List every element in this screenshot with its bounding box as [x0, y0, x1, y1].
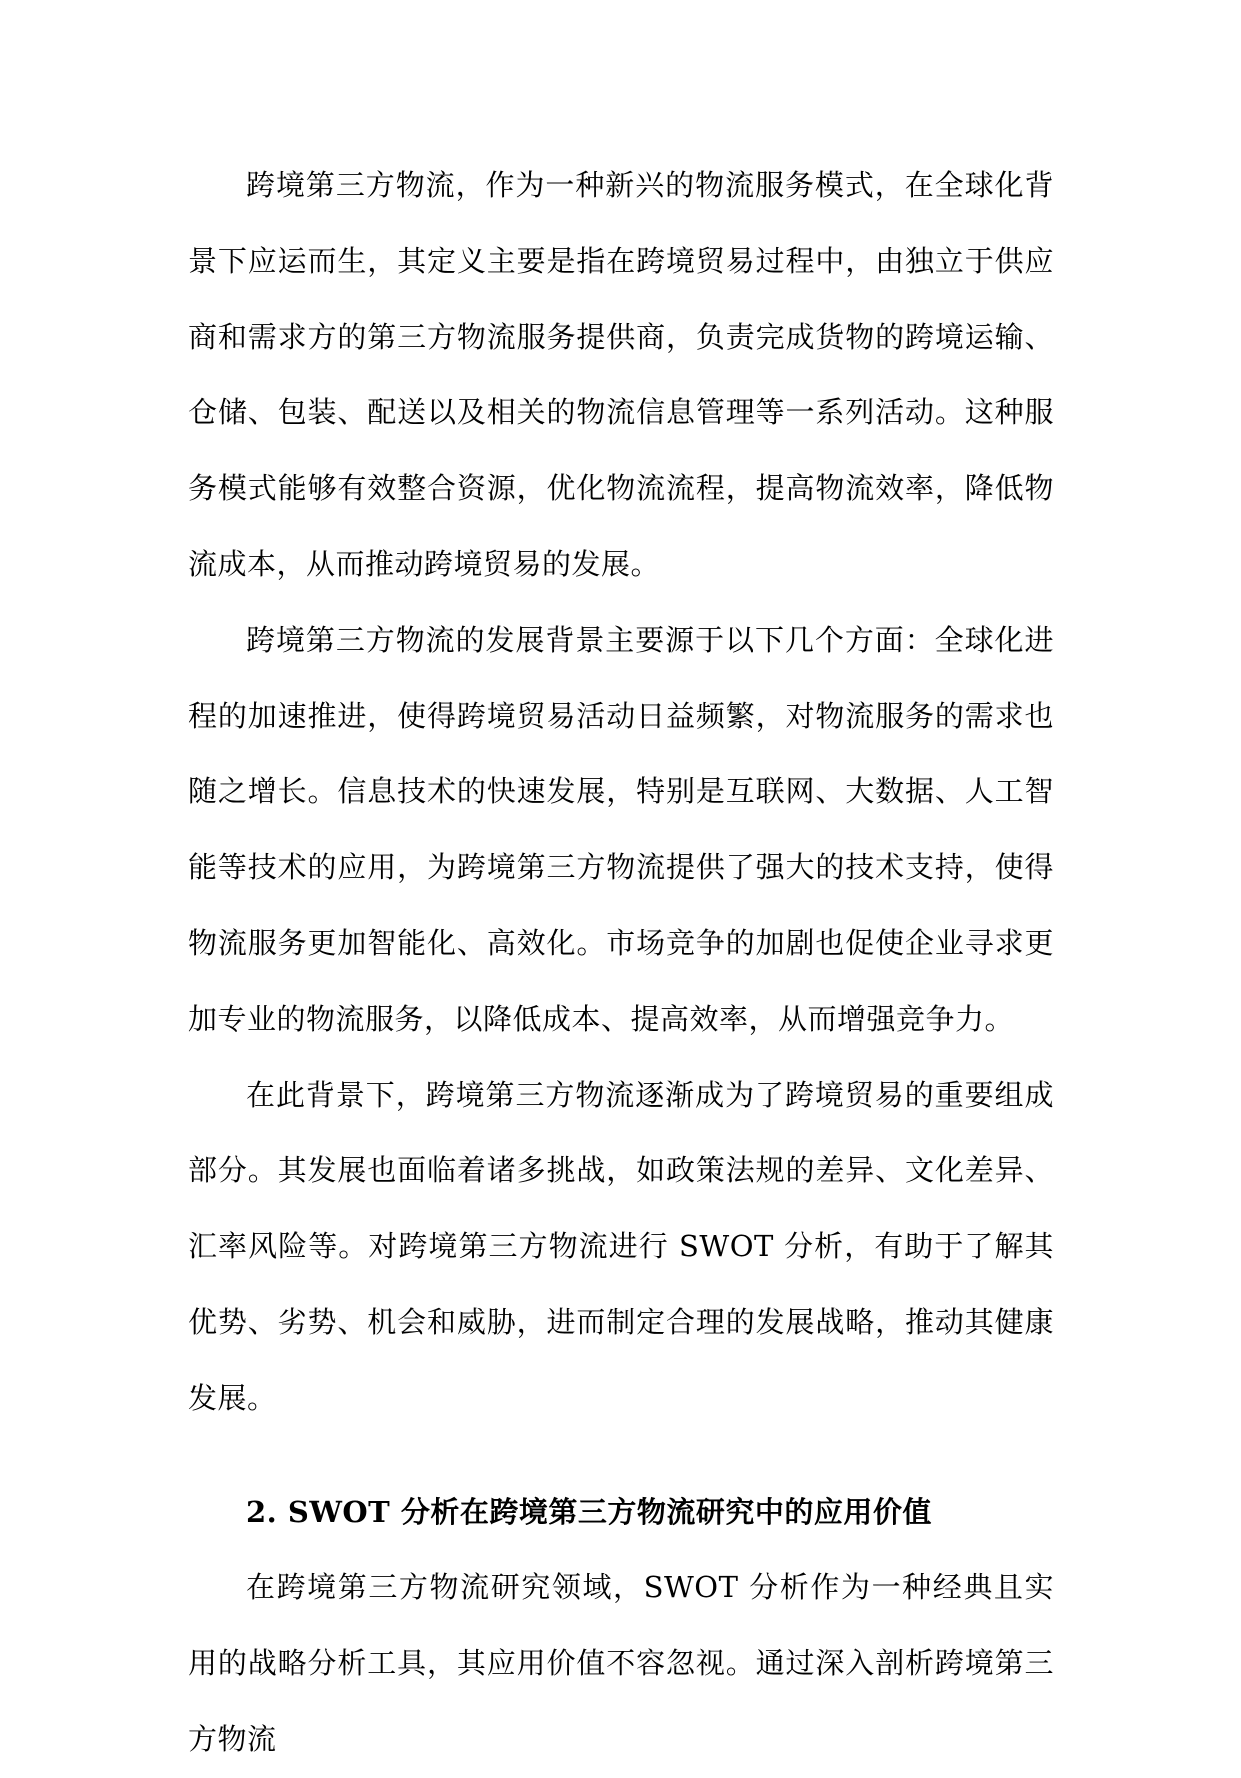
- document-body: [188, 148, 1054, 1778]
- paragraph-background: 跨境第三方物流的发展背景主要源于以下几个方面：全球化进程的加速推进，使得跨境贸易活动日益频繁，对物流服务的需求也随之增长。信息技术的快速发展，特别是互联网、大数据、人工智能等技术的应用，为跨境第三方物流提供了强大的技术支持，使得物流服务更加智能化、高效化。市场竞争的加剧也促使企业寻求更加专业的物流服务，以降低成本、提高效率，从而增强竞争力。: [188, 622, 1054, 1036]
- paragraph-definition: 跨境第三方物流，作为一种新兴的物流服务模式，在全球化背景下应运而生，其定义主要是指在跨境贸易过程中，由独立于供应商和需求方的第三方物流服务提供商，负责完成货物的跨境运输、仓储、包装、配送以及相关的物流信息管理等一系列活动。这种服务模式能够有效整合资源，优化物流流程，提高物流效率，降低物流成本，从而推动跨境贸易的发展。: [188, 168, 1054, 581]
- paragraph-swot-value: 在跨境第三方物流研究领域，SWOT 分析作为一种经典且实用的战略分析工具，其应用价值不容忽视。通过深入剖析跨境第三方物流: [188, 1570, 1054, 1756]
- paragraph-challenges: 在此背景下，跨境第三方物流逐渐成为了跨境贸易的重要组成部分。其发展也面临着诸多挑战，如政策法规的差异、文化差异、汇率风险等。对跨境第三方物流进行 SWOT 分析，有助于了解其优势、劣势、机会和威胁，进而制定合理的发展战略，推动其健康发展。: [188, 1077, 1054, 1415]
- section-heading: 2. SWOT 分析在跨境第三方物流研究中的应用价值: [246, 1494, 932, 1529]
